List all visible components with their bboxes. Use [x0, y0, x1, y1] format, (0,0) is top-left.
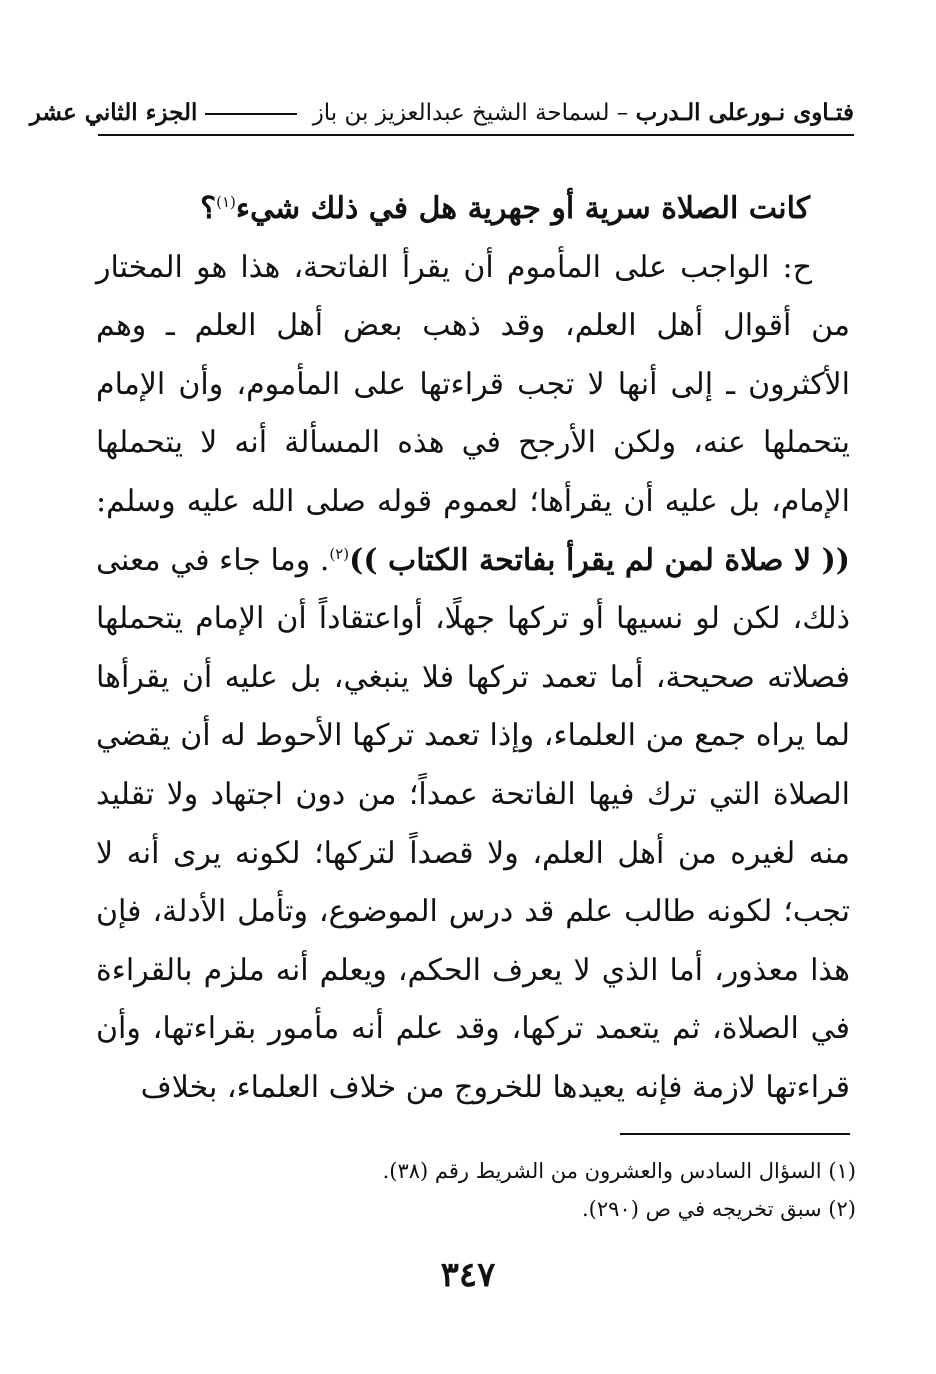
header-subtitle: – لسماحة الشيخ عبدالعزيز بن باز: [312, 99, 629, 126]
header-dash-rule: [205, 113, 297, 115]
page-number: ٣٤٧: [440, 1255, 496, 1295]
question-line: [96, 180, 850, 239]
footnote-separator: [620, 1133, 850, 1135]
question-text: كانت الصلاة سرية أو جهرية هل في ذلك شيء: [235, 191, 810, 226]
footnotes: [96, 1152, 856, 1228]
header-title: فتـاوى نـورعلى الـدرب: [635, 98, 854, 126]
hadith-quote: (( لا صلاة لمن لم يقرأ بفاتحة الكتاب )): [349, 542, 850, 578]
footnote-ref-2[interactable]: (٢): [329, 544, 350, 563]
header-volume: الجزء الثاني عشر: [29, 98, 198, 126]
page-body: [96, 180, 850, 1118]
header-book-title: [197, 99, 854, 126]
header-underline: [98, 134, 854, 136]
question-mark: ؟: [200, 191, 217, 226]
footnote-2: (٢) سبق تخريجه في ص (٢٩٠).: [582, 1197, 856, 1221]
answer-paragraph: [96, 239, 850, 1118]
footnote-1: (١) السؤال السادس والعشرون من الشريط رقم (٣٨).: [382, 1159, 856, 1183]
answer-text-1: ح: الواجب على المأموم أن يقرأ الفاتحة، هذا هو المختار من أقوال أهل العلم، وقد ذهب بعض أهل العلم ـ وهم الأكثرون ـ إلى أنها لا تجب قراءتها على المأموم، وأن الإمام يتحملها عنه، ولكن الأرجح في هذه المسألة أنه لا يتحملها الإمام، بل عليه أن يقرأها؛ لعموم قوله صلى الله عليه وسلم:: [96, 249, 850, 519]
running-header: [29, 92, 854, 132]
answer-text-2: . وما جاء في معنى ذلك، لكن لو نسيها أو تركها جهلًا، أواعتقاداً أن الإمام يتحملها فصلاته صحيحة، أما تعمد تركها فلا ينبغي، بل عليه أن يقرأها لما يراه جمع من العلماء، وإذا تعمد تركها الأحوط له أن يقضي الصلاة التي ترك فيها الفاتحة عمداً؛ من دون اجتهاد ولا تقليد منه لغيره من أهل العلم، ولا قصداً لتركها؛ لكونه يرى أنه لا تجب؛ لكونه طالب علم قد درس الموضوع، وتأمل الأدلة، فإن هذا معذور، أما الذي لا يعرف الحكم، ويعلم أنه ملزم بالقراءة في الصلاة، ثم يتعمد تركها، وقد علم أنه مأمور بقراءتها، وأن قراءتها لازمة فإنه يعيدها للخروج من خلاف العلماء، بخلاف: [96, 542, 851, 1105]
footnote-ref-1[interactable]: (١): [216, 193, 236, 211]
